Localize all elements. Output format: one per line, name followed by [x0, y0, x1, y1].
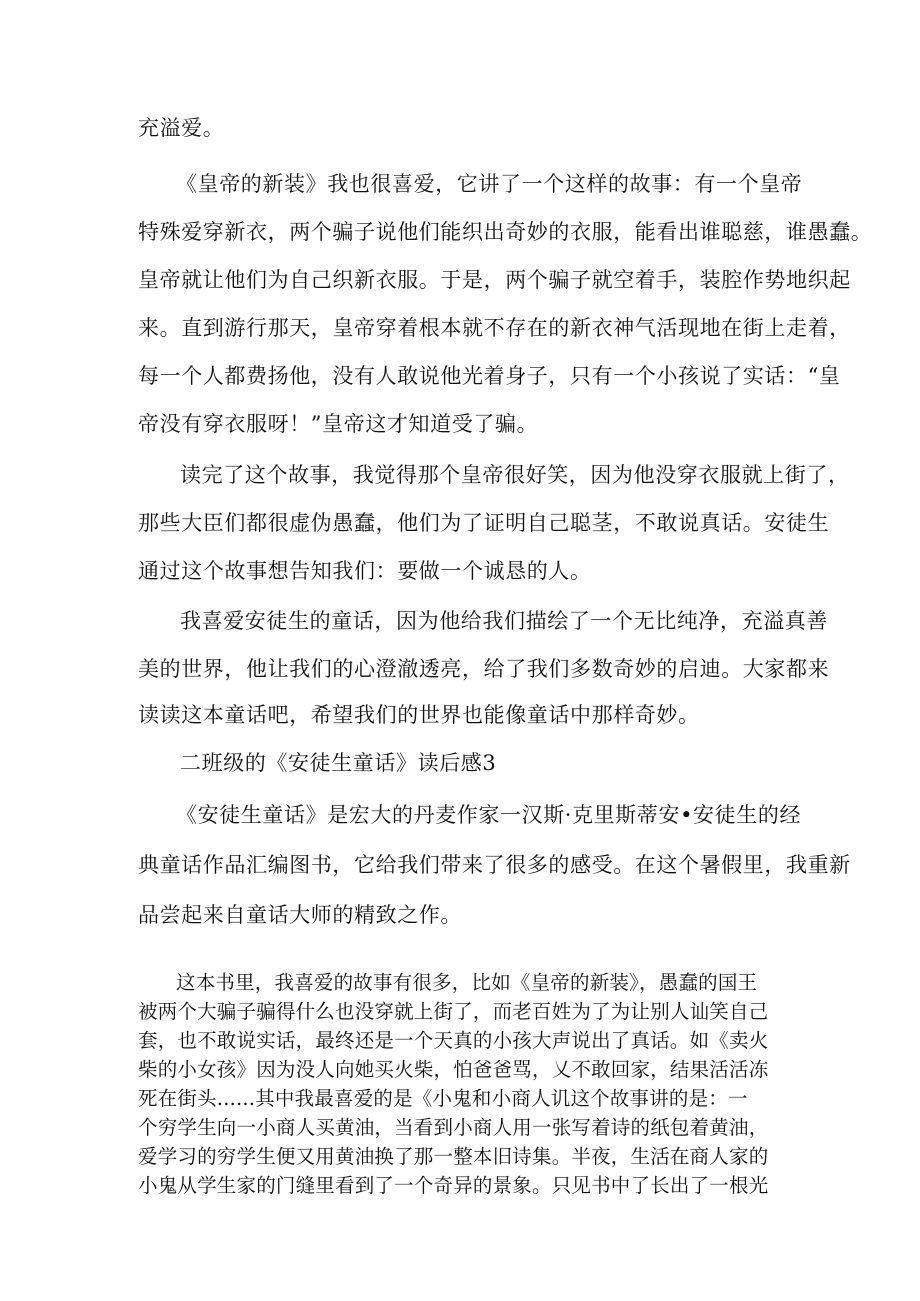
text-line: 美的世界，他让我们的心澄澈透亮，给了我们多数奇妙的启迪。大家都来: [138, 657, 830, 681]
text-line: 皇帝就让他们为自己织新衣服。于是，两个骗子就空着手，装腔作势地织起: [138, 268, 851, 292]
text-line: 我喜爱安徒生的童话，因为他给我们描绘了一个无比纯净，充溢真善: [180, 609, 828, 633]
text-line: 《安徒生童话》是宏大的丹麦作家一汉斯·克里斯蒂安•安徒生的经: [176, 803, 802, 827]
text-line: 柴的小女孩》因为没人向她买火柴，怕爸爸骂，乂不敢回家，结果活活冻: [138, 1058, 769, 1081]
text-line: 来。直到游行那天，皇帝穿着根本就不存在的新衣神气活现地在街上走着，: [138, 316, 851, 340]
section-heading: 二班级的《安徒生童话》读后感3: [180, 751, 497, 775]
text-line: 通过这个故事想告知我们：要做一个诚恳的人。: [138, 559, 592, 583]
text-line: 爱学习的穷学生便又用黄油换了那一整本旧诗集。半夜，生活在商人家的: [138, 1145, 769, 1168]
text-line: 每一个人都费扬他，没有人敢说他光着身子，只有一个小孩说了实话：“皇: [138, 364, 841, 388]
text-line: 《皇帝的新装》我也很喜爱，它讲了一个这样的故事：有一个皇帝: [176, 172, 803, 196]
text-line: 套，也不敢说实话，最终还是一个天真的小孩大声说出了真话。如《卖火: [138, 1029, 769, 1052]
text-line: 读完了这个故事，我觉得那个皇帝很好笑，因为他没穿衣服就上街了，: [180, 463, 850, 487]
text-line: 充溢爱。: [138, 116, 225, 140]
text-line: 这本书里，我喜爱的故事有很多，比如《皇帝的新装》，愚蠢的国王: [176, 971, 758, 994]
text-line: 那些大臣们都很虚伪愚蠢，他们为了证明自己聪茎，不敢说真话。安徒生: [138, 511, 830, 535]
text-line: 被两个大骗子骗得什么也没穿就上街了，而老百姓为了为让别人讪笑自己: [138, 1000, 769, 1023]
text-line: 品尝起来自童话大师的精致之作。: [138, 903, 462, 927]
text-line: 特殊爱穿新衣，两个骗子说他们能织出奇妙的衣服，能看出谁聪慈，谁愚蠢。: [138, 220, 873, 244]
text-line: 典童话作品汇编图书，它给我们带来了很多的感受。在这个暑假里，我重新: [138, 853, 851, 877]
text-line: 读读这本童话吧，希望我们的世界也能像童话中那样奇妙。: [138, 703, 700, 727]
text-line: 小鬼从学生家的门缝里看到了一个奇异的景象。只见书中了长出了一根光: [138, 1174, 769, 1197]
text-line: 个穷学生向一小商人买黄油，当看到小商人用一张写着诗的纸包着黄油，: [138, 1116, 769, 1139]
text-line: 帝没有穿衣服呀！”皇帝这才知道受了骗。: [138, 412, 539, 436]
text-line: 死在街头......其中我最喜爱的是《小鬼和小商人讥这个故事讲的是：一: [138, 1087, 748, 1110]
